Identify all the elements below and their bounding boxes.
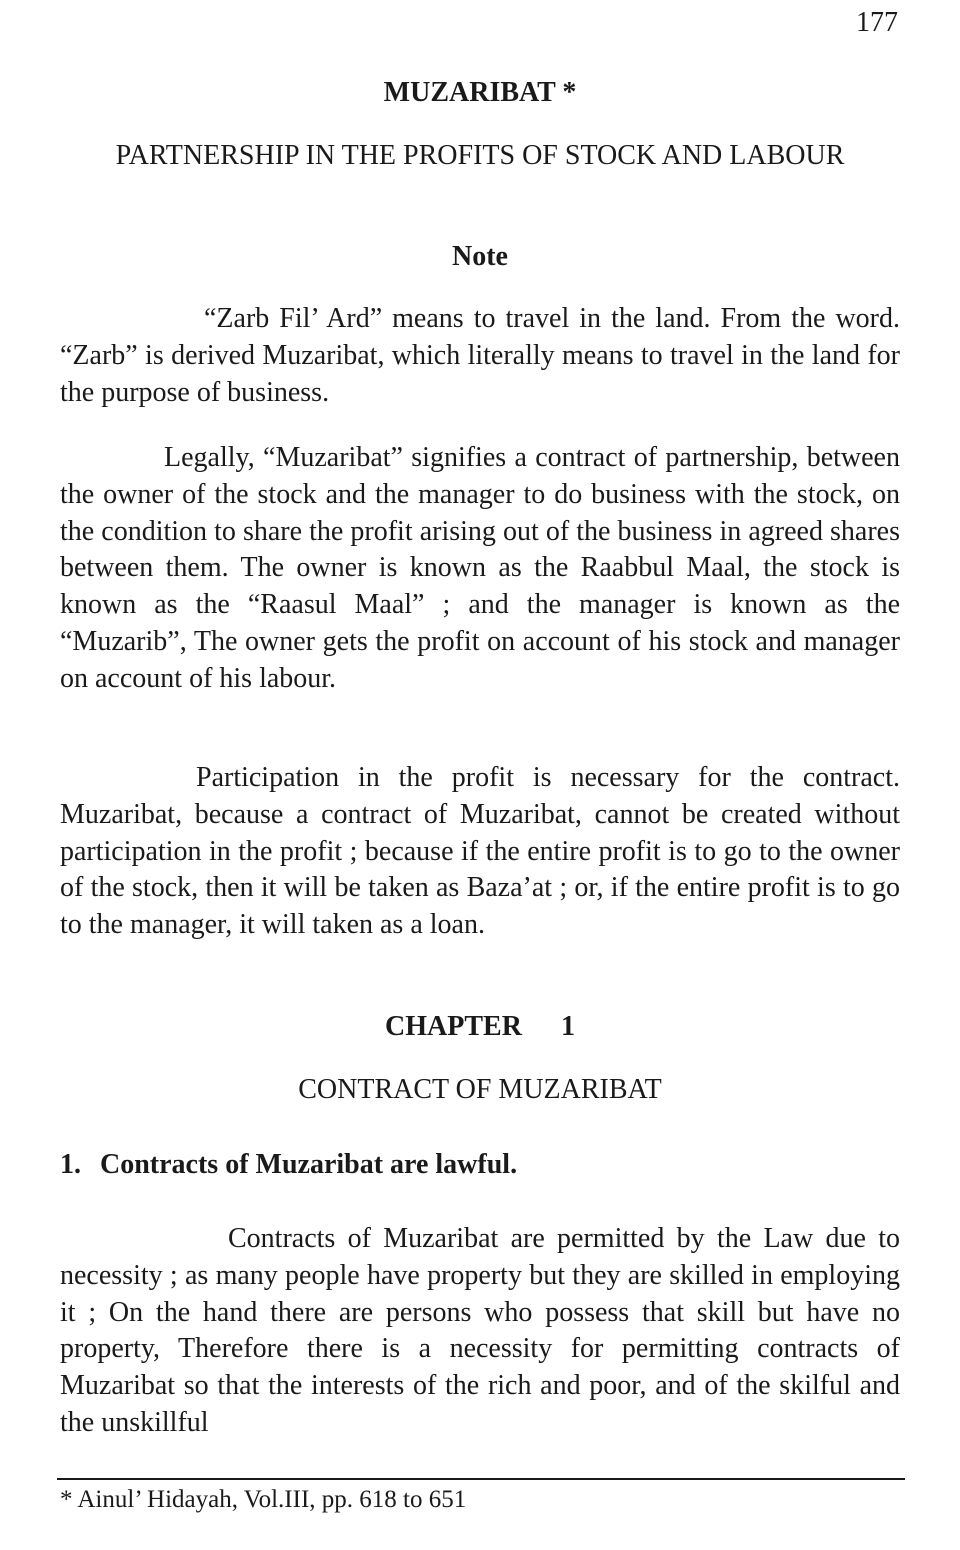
page-subtitle: PARTNERSHIP IN THE PROFITS OF STOCK AND LABOUR	[115, 140, 845, 171]
page-title: MUZARIBAT *	[383, 77, 577, 108]
section-body-paragraph: Contracts of Muzaribat are permitted by the Law due to necessity ; as many people have property but they are skilled in employing it ; On the hand there are persons who possess that skill but have no property, Therefore there is a necessity for permitting contracts of Muzaribat so that the interests of the rich and poor, and of the skilful and the unskillful	[60, 1223, 900, 1438]
chapter-heading	[60, 1010, 900, 1044]
footnote-divider	[57, 1478, 905, 1480]
note-paragraph-1: “Zarb Fil’ Ard” means to travel in the land. From the word. “Zarb” is derived Muzaribat, which literally means to travel in the land for the purpose of business.	[60, 303, 900, 408]
section-number: 1.	[60, 1149, 81, 1180]
note-heading: Note	[452, 241, 508, 272]
section-heading	[60, 1148, 517, 1182]
section-title: Contracts of Muzaribat are lawful.	[100, 1149, 518, 1180]
chapter-heading-text: CHAPTER 1	[385, 1011, 575, 1042]
footnote: * Ainul’ Hidayah, Vol.III, pp. 618 to 651	[60, 1486, 467, 1513]
note-paragraph-2: Legally, “Muzaribat” signifies a contract of partnership, between the owner of the stock and the manager to do business with the stock, on the condition to share the profit arising out of the business in agreed shares between them. The owner is known as the Raabbul Maal, the stock is known as the “Raasul Maal” ; and the manager is known as the “Muzarib”, The owner gets the profit on account of his stock and manager on account of his labour.	[60, 442, 900, 694]
chapter-subtitle: CONTRACT OF MUZARIBAT	[298, 1074, 662, 1105]
page-number: 177	[856, 7, 898, 38]
note-paragraph-3: Participation in the profit is necessary for the contract. Muzaribat, because a contract of Muzaribat, cannot be created without participation in the profit ; because if the entire profit is to go to the owner of the stock, then it will be taken as Baza’at ; or, if the entire profit is to go to the manager, it will taken as a loan.	[60, 762, 900, 941]
